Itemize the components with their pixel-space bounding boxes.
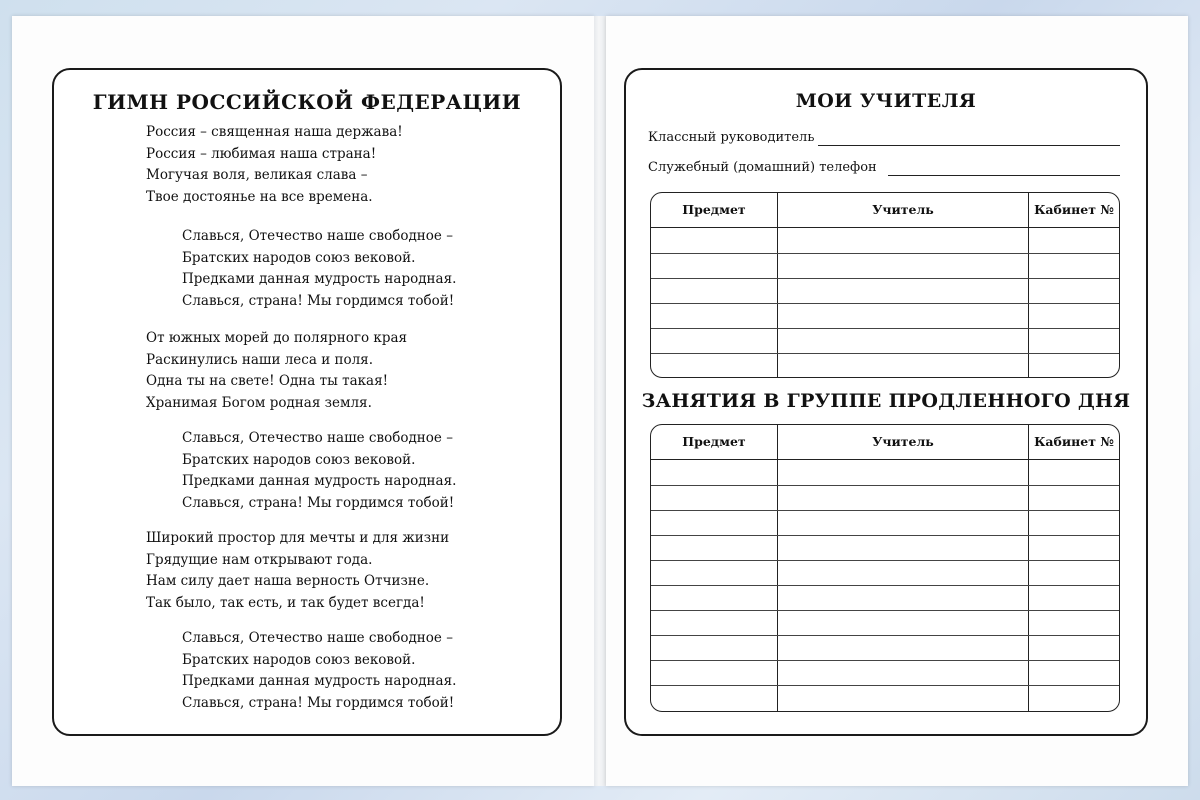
teachers-frame	[624, 68, 1148, 736]
anthem-frame	[52, 68, 562, 736]
teachers-table	[650, 192, 1120, 378]
phone-label: Служебный (домашний) телефон	[648, 160, 877, 175]
anthem-line: Славься, страна! Мы гордимся тобой!	[182, 494, 455, 511]
anthem-title: ГИМН РОССИЙСКОЙ ФЕДЕРАЦИИ	[92, 90, 522, 114]
anthem-line: Славься, страна! Мы гордимся тобой!	[182, 292, 455, 309]
table-row[interactable]	[651, 328, 1119, 329]
column-divider	[777, 425, 778, 711]
anthem-line: Так было, так есть, и так будет всегда!	[146, 594, 425, 611]
column-divider	[777, 193, 778, 377]
anthem-stanza-3	[146, 528, 449, 614]
teachers-title: МОИ УЧИТЕЛЯ	[795, 90, 977, 112]
anthem-line: Хранимая Богом родная земля.	[146, 394, 372, 411]
anthem-line: Славься, Отечество наше свободное –	[182, 430, 453, 446]
table-row[interactable]	[651, 610, 1119, 611]
class-teacher-label: Классный руководитель	[648, 130, 815, 145]
header-room: Кабинет №	[1034, 434, 1114, 449]
anthem-line: Славься, Отечество наше свободное –	[182, 228, 453, 244]
anthem-line: Нам силу дает наша верность Отчизне.	[146, 573, 430, 589]
column-divider	[1028, 425, 1029, 711]
header-subject: Предмет	[682, 202, 746, 217]
table-row[interactable]	[651, 353, 1119, 354]
anthem-line: Твое достоянье на все времена.	[146, 188, 373, 205]
anthem-line: Славься, Отечество наше свободное –	[182, 630, 453, 646]
anthem-line: Предками данная мудрость народная.	[182, 473, 457, 489]
table-row[interactable]	[651, 253, 1119, 254]
anthem-chorus-3	[182, 628, 456, 714]
anthem-line: Россия – священная наша держава!	[146, 124, 403, 140]
class-teacher-field[interactable]	[818, 145, 1120, 146]
table-row[interactable]	[651, 278, 1119, 279]
table-row[interactable]	[651, 485, 1119, 486]
anthem-stanza-2	[146, 328, 407, 414]
anthem-line: От южных морей до полярного края	[146, 330, 408, 346]
phone-field[interactable]	[888, 175, 1120, 176]
anthem-line: Братских народов союз вековой.	[182, 249, 416, 266]
anthem-stanza-1	[146, 122, 403, 208]
anthem-line: Россия – любимая наша страна!	[146, 145, 377, 162]
extended-day-title: ЗАНЯТИЯ В ГРУППЕ ПРОДЛЕННОГО ДНЯ	[641, 390, 1131, 412]
table-row[interactable]	[651, 303, 1119, 304]
anthem-line: Могучая воля, великая слава –	[146, 167, 368, 183]
anthem-line: Грядущие нам открывают года.	[146, 551, 373, 568]
anthem-line: Предками данная мудрость народная.	[182, 271, 457, 287]
anthem-line: Раскинулись наши леса и поля.	[146, 351, 373, 368]
extended-day-table	[650, 424, 1120, 712]
anthem-line: Братских народов союз вековой.	[182, 451, 416, 468]
table-row[interactable]	[651, 660, 1119, 661]
anthem-line: Славься, страна! Мы гордимся тобой!	[182, 694, 455, 711]
anthem-line: Предками данная мудрость народная.	[182, 673, 457, 689]
anthem-line: Братских народов союз вековой.	[182, 651, 416, 668]
anthem-line: Широкий простор для мечты и для жизни	[146, 530, 450, 546]
anthem-line: Одна ты на свете! Одна ты такая!	[146, 373, 389, 389]
table-header	[651, 193, 1119, 228]
anthem-chorus-2	[182, 428, 456, 514]
header-teacher: Учитель	[872, 202, 934, 217]
table-row[interactable]	[651, 535, 1119, 536]
header-subject: Предмет	[682, 434, 746, 449]
table-row[interactable]	[651, 585, 1119, 586]
header-room: Кабинет №	[1034, 202, 1114, 217]
column-divider	[1028, 193, 1029, 377]
table-header	[651, 425, 1119, 460]
table-row[interactable]	[651, 685, 1119, 686]
header-teacher: Учитель	[872, 434, 934, 449]
table-row[interactable]	[651, 510, 1119, 511]
book-spine	[594, 16, 606, 786]
anthem-chorus-1	[182, 226, 456, 312]
table-row[interactable]	[651, 560, 1119, 561]
table-row[interactable]	[651, 635, 1119, 636]
